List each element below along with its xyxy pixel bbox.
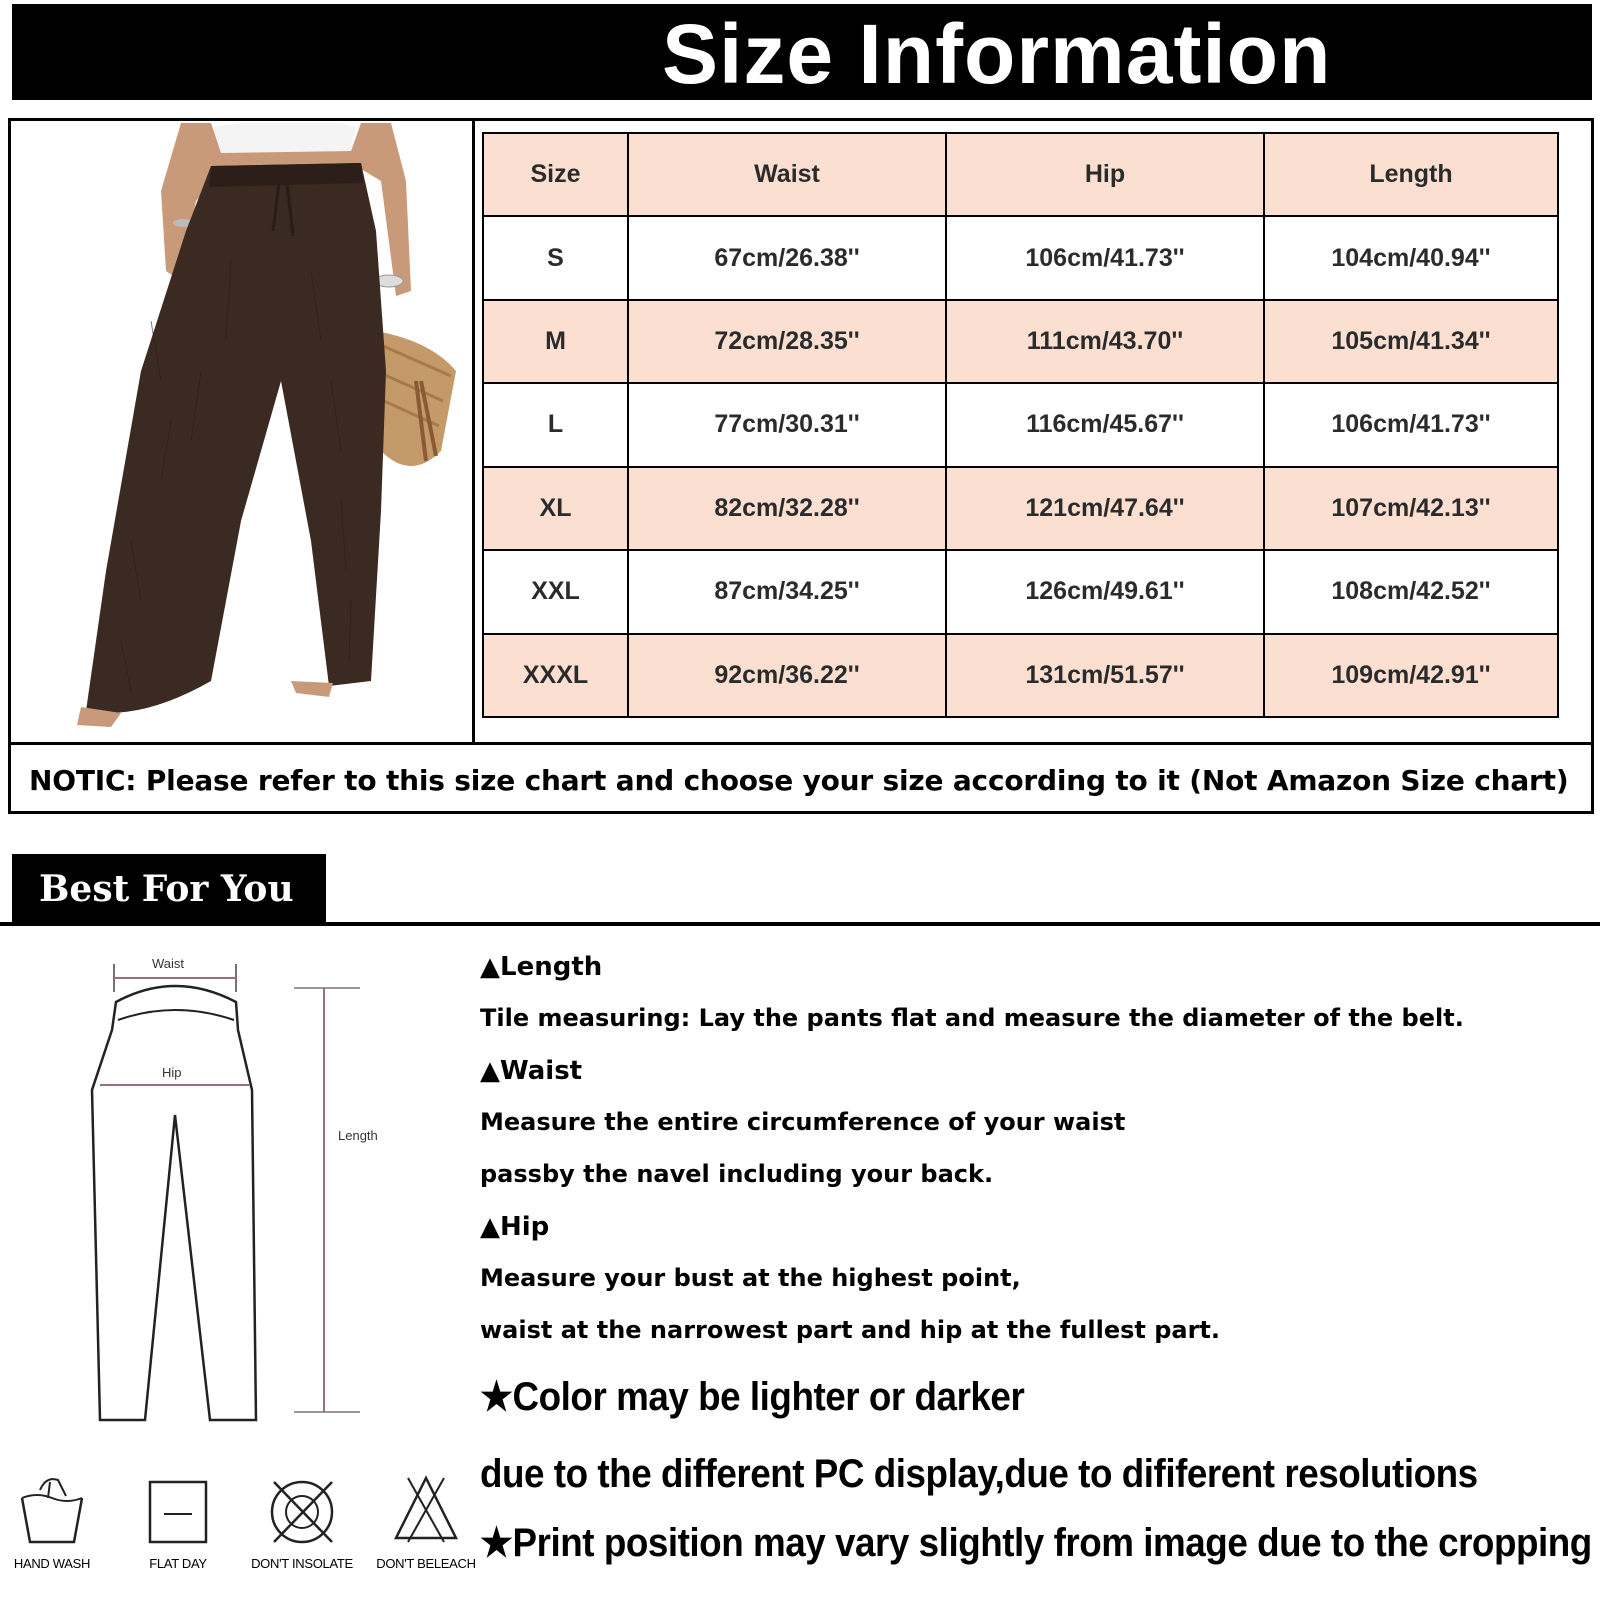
table-row — [483, 634, 1558, 717]
display-note: due to the different PC display,due to dififerent resolutions — [480, 1452, 1478, 1496]
cell-waist: 92cm/36.22'' — [628, 634, 946, 717]
table-row — [483, 216, 1558, 299]
waist-text-2: passby the navel including your back. — [480, 1160, 994, 1188]
column-header-length: Length — [1264, 133, 1558, 216]
waist-label: Waist — [152, 956, 185, 971]
table-row — [483, 550, 1558, 633]
flat-dry-icon — [138, 1470, 218, 1550]
cell-hip: 126cm/49.61'' — [946, 550, 1264, 633]
cell-waist: 72cm/28.35'' — [628, 300, 946, 383]
care-hand-wash — [0, 1470, 112, 1590]
cell-waist: 67cm/26.38'' — [628, 216, 946, 299]
care-label: HAND WASH — [13, 1556, 91, 1571]
cell-length: 108cm/42.52'' — [1264, 550, 1558, 633]
hip-label: Hip — [162, 1065, 182, 1080]
care-label: FLAT DAY — [149, 1556, 207, 1571]
care-label: DON'T INSOLATE — [251, 1556, 353, 1571]
table-row — [483, 383, 1558, 466]
waist-text-1: Measure the entire circumference of your waist — [480, 1108, 1126, 1136]
cell-length: 106cm/41.73'' — [1264, 383, 1558, 466]
cell-length: 104cm/40.94'' — [1264, 216, 1558, 299]
cell-size: XL — [483, 467, 628, 550]
pants-model-illustration — [11, 121, 475, 742]
cell-size: XXXL — [483, 634, 628, 717]
title-bar — [12, 4, 1592, 100]
measurement-diagram — [80, 950, 400, 1430]
column-header-hip: Hip — [946, 133, 1264, 216]
cell-size: L — [483, 383, 628, 466]
waist-heading: ▲Waist — [480, 1056, 583, 1086]
product-photo — [11, 121, 475, 742]
cell-length: 109cm/42.91'' — [1264, 634, 1558, 717]
cell-length: 105cm/41.34'' — [1264, 300, 1558, 383]
cell-waist: 87cm/34.25'' — [628, 550, 946, 633]
best-for-you-tab — [12, 854, 326, 924]
hip-text-2: waist at the narrowest part and hip at the fullest part. — [480, 1316, 1221, 1344]
column-header-size: Size — [483, 133, 628, 216]
care-flat-dry — [118, 1470, 238, 1590]
cell-hip: 131cm/51.57'' — [946, 634, 1264, 717]
table-header-row — [483, 133, 1558, 216]
no-insolate-icon — [262, 1470, 342, 1550]
table-row — [483, 300, 1558, 383]
cell-hip: 121cm/47.64'' — [946, 467, 1264, 550]
hip-text-1: Measure your bust at the highest point, — [480, 1264, 1021, 1292]
cell-size: XXL — [483, 550, 628, 633]
column-header-waist: Waist — [628, 133, 946, 216]
best-for-you-title: Best For You — [39, 868, 294, 910]
length-text: Tile measuring: Lay the pants flat and measure the diameter of the belt. — [480, 1004, 1464, 1032]
cell-hip: 116cm/45.67'' — [946, 383, 1264, 466]
color-note: ★Color may be lighter or darker — [480, 1375, 1025, 1419]
pants-outline-icon — [80, 950, 400, 1430]
notice-row — [11, 742, 1591, 811]
cell-waist: 77cm/30.31'' — [628, 383, 946, 466]
cell-hip: 111cm/43.70'' — [946, 300, 1264, 383]
page-title: Size Information — [662, 7, 1332, 101]
cell-size: M — [483, 300, 628, 383]
length-label: Length — [338, 1128, 378, 1143]
cell-hip: 106cm/41.73'' — [946, 216, 1264, 299]
cell-size: S — [483, 216, 628, 299]
cell-length: 107cm/42.13'' — [1264, 467, 1558, 550]
care-no-insolate — [242, 1470, 362, 1590]
care-no-bleach — [366, 1470, 486, 1590]
care-label: DON'T BELEACH — [376, 1556, 476, 1571]
no-bleach-icon — [386, 1470, 466, 1550]
hand-wash-icon — [12, 1470, 92, 1550]
hip-heading: ▲Hip — [480, 1212, 550, 1242]
length-heading: ▲Length — [480, 952, 603, 982]
size-table — [482, 132, 1559, 718]
table-row — [483, 467, 1558, 550]
notice-text: NOTIC: Please refer to this size chart and choose your size according to it (Not Amazon Size chart) — [29, 764, 1569, 797]
print-note: ★Print position may vary slightly from image due to the cropping — [480, 1521, 1592, 1565]
cell-waist: 82cm/32.28'' — [628, 467, 946, 550]
section-divider — [0, 922, 1600, 926]
